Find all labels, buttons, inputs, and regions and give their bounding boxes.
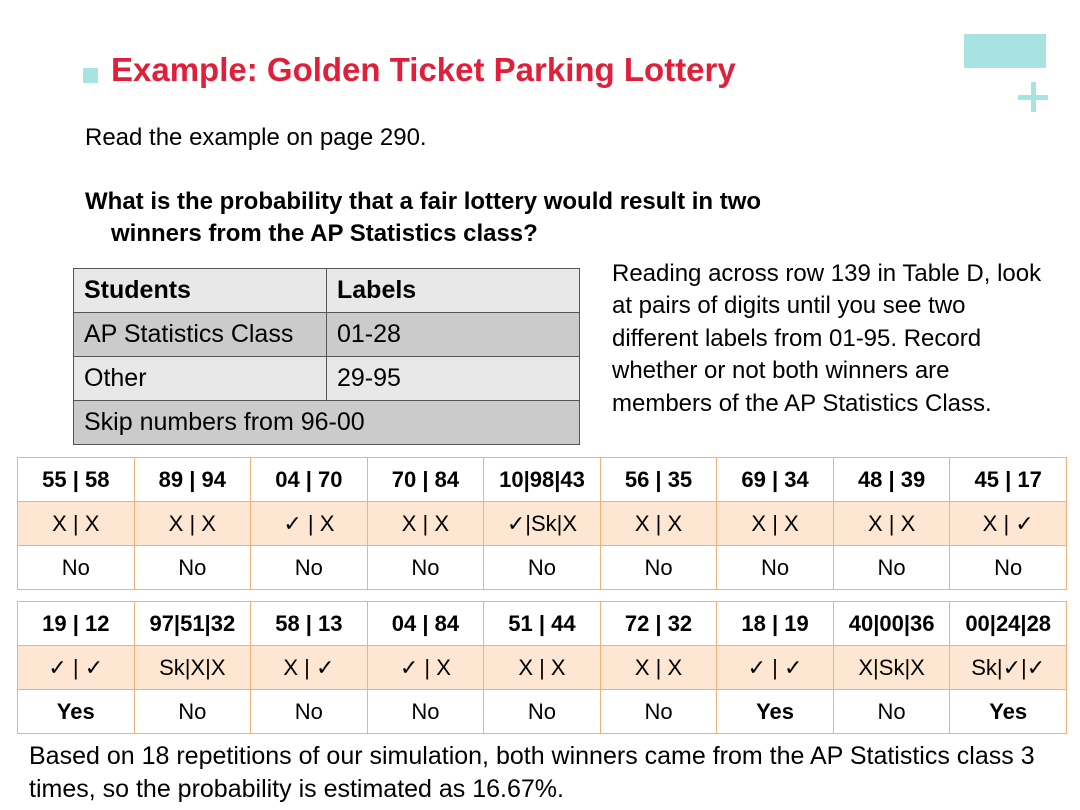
digit-pair: 45 | 17 [950,458,1067,502]
group-name: AP Statistics Class [74,313,327,357]
result-cell: No [950,546,1067,590]
result-cell: No [484,546,601,590]
digit-pair: 00|24|28 [950,602,1067,646]
mark-cell: ✓ | ✓ [717,646,834,690]
label-table-row [74,357,580,401]
marks-row [18,502,1067,546]
label-table-header-row [74,269,580,313]
digit-pair: 10|98|43 [484,458,601,502]
result-cell: No [367,690,484,734]
mark-cell: X|Sk|X [833,646,950,690]
digit-pair: 58 | 13 [251,602,368,646]
digit-pair: 48 | 39 [833,458,950,502]
result-cell: No [251,690,368,734]
result-cell: No [833,546,950,590]
digit-pair: 40|00|36 [833,602,950,646]
result-cell: No [134,690,251,734]
question-line-2: winners from the AP Statistics class? [111,220,538,247]
group-name: Other [74,357,327,401]
result-cell: No [251,546,368,590]
result-cell: No [717,546,834,590]
result-row [18,546,1067,590]
digit-pairs-row [18,458,1067,502]
result-cell: Yes [717,690,834,734]
digit-pair: 04 | 70 [251,458,368,502]
result-cell: No [833,690,950,734]
mark-cell: Sk|✓|✓ [950,646,1067,690]
result-cell: No [367,546,484,590]
header-labels: Labels [327,269,580,313]
mark-cell: X | ✓ [950,502,1067,546]
digit-pair: 70 | 84 [367,458,484,502]
plus-icon [1018,82,1048,112]
result-cell: No [18,546,135,590]
digit-pair: 97|51|32 [134,602,251,646]
simulation-table-1 [17,457,1067,590]
mark-cell: ✓|Sk|X [484,502,601,546]
digit-pairs-row [18,602,1067,646]
mark-cell: X | X [600,502,717,546]
digit-pair: 19 | 12 [18,602,135,646]
label-table-footer-row [74,401,580,445]
result-cell: No [600,546,717,590]
slide-title: Example: Golden Ticket Parking Lottery [111,51,736,88]
result-cell: No [600,690,717,734]
result-cell: Yes [950,690,1067,734]
digit-pair: 51 | 44 [484,602,601,646]
group-labels: 01-28 [327,313,580,357]
result-cell: No [484,690,601,734]
mark-cell: X | X [18,502,135,546]
instructions-text: Reading across row 139 in Table D, look at pairs of digits until you see two different labels from 01-95. Record whether or not both winners are members of the AP Statistics Class. [612,260,1042,417]
result-row [18,690,1067,734]
mark-cell: ✓ | X [367,646,484,690]
intro-text: Read the example on page 290. [85,124,427,151]
digit-pair: 56 | 35 [600,458,717,502]
square-bullet-icon [83,68,98,83]
mark-cell: X | X [717,502,834,546]
skip-note: Skip numbers from 96-00 [74,401,580,445]
group-labels: 29-95 [327,357,580,401]
mark-cell: ✓ | ✓ [18,646,135,690]
mark-cell: X | X [484,646,601,690]
mark-cell: X | X [833,502,950,546]
header-students: Students [74,269,327,313]
marks-row [18,646,1067,690]
mark-cell: Sk|X|X [134,646,251,690]
digit-pair: 72 | 32 [600,602,717,646]
mark-cell: ✓ | X [251,502,368,546]
digit-pair: 18 | 19 [717,602,834,646]
decorative-rectangle [964,34,1046,68]
digit-pair: 55 | 58 [18,458,135,502]
label-table [73,268,580,445]
question-text [85,186,885,250]
label-table-row [74,313,580,357]
result-cell: No [134,546,251,590]
result-cell: Yes [18,690,135,734]
mark-cell: X | X [367,502,484,546]
digit-pair: 89 | 94 [134,458,251,502]
digit-pair: 69 | 34 [717,458,834,502]
digit-pair: 04 | 84 [367,602,484,646]
question-line-1: What is the probability that a fair lottery would result in two [85,188,762,215]
mark-cell: X | X [600,646,717,690]
simulation-table-2 [17,601,1067,734]
mark-cell: X | X [134,502,251,546]
conclusion-text: Based on 18 repetitions of our simulation, both winners came from the AP Statistics class 3 times, so the probability is estimated as 16.67%. [29,742,1035,803]
mark-cell: X | ✓ [251,646,368,690]
